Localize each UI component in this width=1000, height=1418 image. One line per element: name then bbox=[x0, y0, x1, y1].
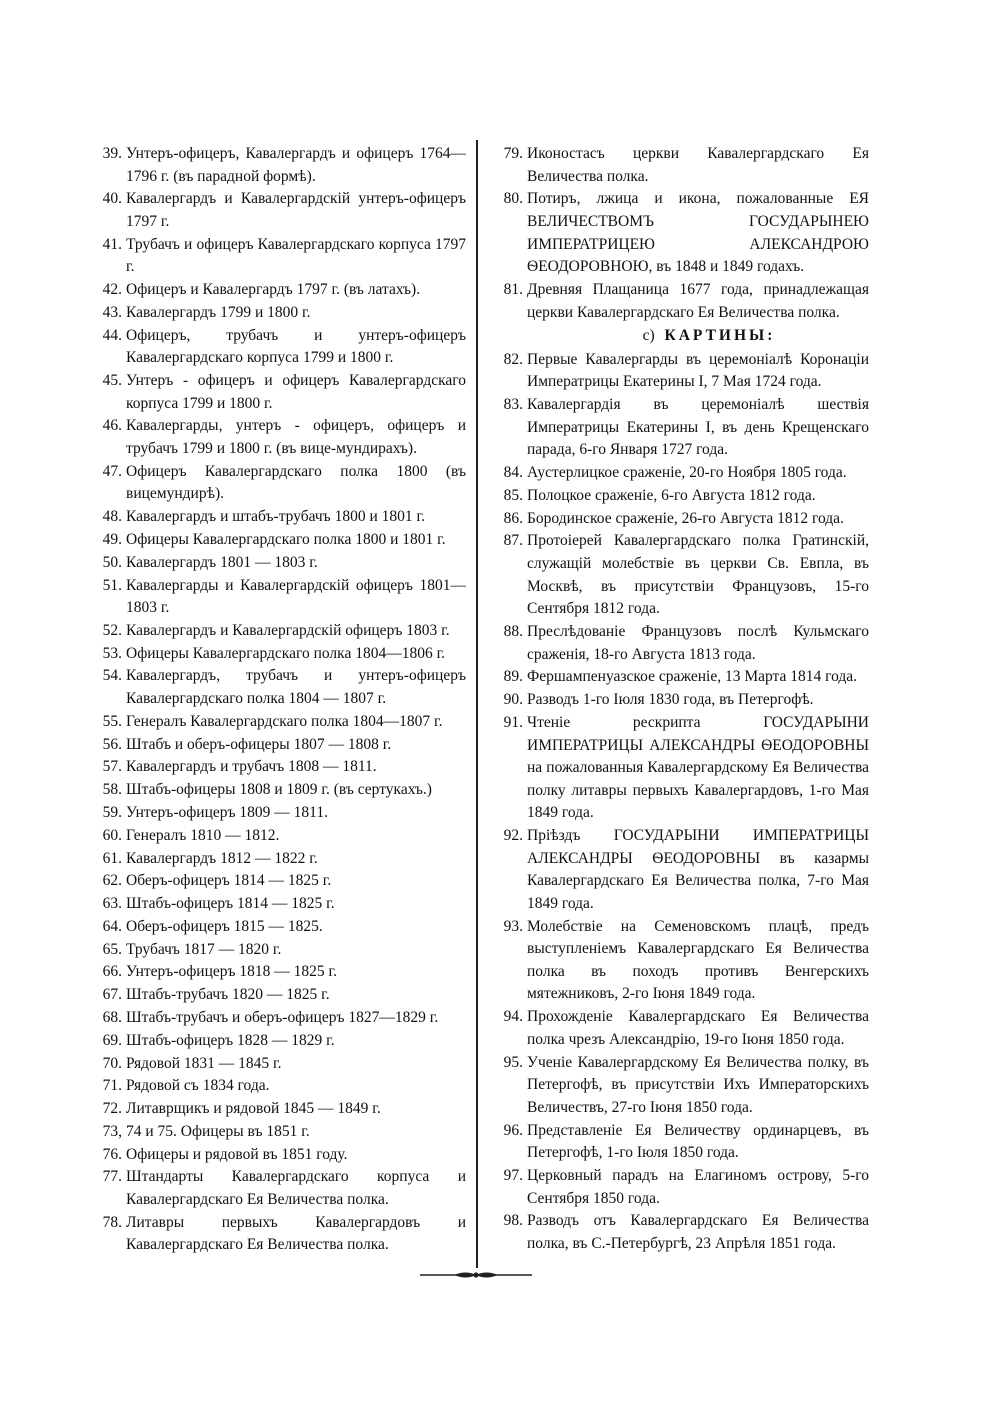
list-item bbox=[88, 1166, 466, 1211]
item-text: Трубачъ и офицеръ Кавалергардскаго корпуса 1797 г. bbox=[126, 235, 466, 276]
item-text: Преслѣдованіе Французовъ послѣ Кульмскаго сраженія, 18-го Августа 1813 года. bbox=[527, 622, 869, 663]
item-number: 90. bbox=[503, 691, 523, 709]
item-number: 71. bbox=[102, 1077, 122, 1095]
list-item bbox=[489, 462, 869, 485]
list-item bbox=[489, 825, 869, 915]
item-number: 79. bbox=[503, 145, 523, 162]
list-item bbox=[88, 325, 466, 370]
item-number: 47. bbox=[102, 462, 122, 480]
item-number: 83. bbox=[503, 396, 523, 414]
item-text: Унтеръ-офицеръ 1809 — 1811. bbox=[126, 803, 328, 821]
item-number: 45. bbox=[102, 372, 122, 390]
list-item bbox=[88, 870, 466, 893]
item-text: Унтеръ-офицеръ 1818 — 1825 г. bbox=[126, 963, 337, 981]
item-text: Кавалергардъ и трубачъ 1808 — 1811. bbox=[126, 758, 377, 776]
item-number: 60. bbox=[102, 826, 122, 844]
item-number: 52. bbox=[102, 621, 122, 639]
item-number: 86. bbox=[503, 509, 523, 527]
list-item bbox=[489, 279, 869, 324]
item-number: 49. bbox=[102, 530, 122, 548]
list-item bbox=[88, 643, 466, 666]
item-number: 96. bbox=[503, 1121, 523, 1139]
list-item bbox=[88, 665, 466, 710]
item-text: Молебствіе на Семеновскомъ плацѣ, предъ выступленіемъ Кавалергардскаго Ея Величества полка въ походъ противъ Венгерскихъ мятежниковъ, 2-го Іюня 1849 года. bbox=[527, 917, 869, 1003]
list-item bbox=[88, 1075, 466, 1098]
item-text: Кавалергарды, унтеръ - офицеръ, офицеръ и трубачъ 1799 и 1800 г. (въ вице-мундирахъ). bbox=[126, 417, 466, 458]
list-item bbox=[88, 711, 466, 734]
list-item bbox=[88, 779, 466, 802]
item-text: Литаврщикъ и рядовой 1845 — 1849 г. bbox=[126, 1100, 381, 1118]
list-item bbox=[88, 279, 466, 302]
item-number: 70. bbox=[102, 1054, 122, 1072]
list-item bbox=[88, 143, 466, 188]
item-text: Протоіерей Кавалергардскаго полка Гратинскій, служащій молебствіе въ церкви Св. Евпла, въ Москвѣ, въ присутствіи Французовъ, 15-го Сентября 1812 года. bbox=[527, 532, 869, 618]
right-column-bottom-list bbox=[489, 349, 869, 1256]
item-text: 74 и 75. Офицеры въ 1851 г. bbox=[126, 1122, 310, 1140]
item-text: Оберъ-офицеръ 1815 — 1825. bbox=[126, 917, 323, 935]
item-number: 46. bbox=[102, 417, 122, 435]
item-text: Литавры первыхъ Кавалергардовъ и Кавалергардскаго Ея Величества полка. bbox=[126, 1213, 466, 1254]
item-text: Офицеръ Кавалергардскаго полка 1800 (въ вицемундирѣ). bbox=[126, 462, 466, 503]
list-item bbox=[88, 1144, 466, 1167]
list-item bbox=[88, 188, 466, 233]
item-number: 62. bbox=[102, 872, 122, 890]
item-text: Штабъ-офицеръ 1828 — 1829 г. bbox=[126, 1031, 335, 1049]
item-number: 80. bbox=[503, 190, 523, 208]
list-item bbox=[88, 415, 466, 460]
item-text: Штандарты Кавалергардскаго корпуса и Кавалергардскаго Ея Величества полка. bbox=[126, 1168, 466, 1209]
item-text: Унтеръ - офицеръ и офицеръ Кавалергардскаго корпуса 1799 и 1800 г. bbox=[126, 372, 466, 412]
left-column bbox=[88, 143, 466, 1257]
item-text: Аустерлицкое сраженіе, 20-го Ноября 1805 года. bbox=[527, 464, 847, 482]
item-number: 77. bbox=[102, 1168, 122, 1186]
item-number: 98. bbox=[503, 1212, 523, 1230]
list-item bbox=[489, 1006, 869, 1051]
ornament-divider-icon bbox=[420, 1268, 532, 1282]
item-text: Рядовой съ 1834 года. bbox=[126, 1077, 270, 1095]
list-item bbox=[88, 370, 466, 415]
item-text: Генералъ Кавалергардскаго полка 1804—1807 г. bbox=[126, 712, 443, 730]
list-item bbox=[88, 756, 466, 779]
list-item bbox=[489, 916, 869, 1006]
list-item bbox=[489, 689, 869, 712]
item-text: Потиръ, лжица и икона, пожалованные ЕЯ ВЕЛИЧЕСТВОМЪ ГОСУДАРЫНЕЮ ИМПЕРАТРИЦЕЮ АЛЕКСАНДРОЮ ѲЕОДОРОВНОЮ, въ 1848 и 1849 годахъ. bbox=[527, 190, 869, 276]
item-number: 56. bbox=[102, 735, 122, 753]
column-divider bbox=[476, 140, 478, 1268]
item-text: Церковный парадъ на Елагиномъ острову, 5-го Сентября 1850 года. bbox=[527, 1166, 869, 1207]
item-number: 48. bbox=[102, 508, 122, 526]
list-item bbox=[88, 461, 466, 506]
item-text: Кавалергардъ и Кавалергардскій унтеръ-офицеръ 1797 г. bbox=[126, 190, 466, 230]
list-item bbox=[88, 825, 466, 848]
list-item bbox=[489, 1120, 869, 1165]
item-number: 66. bbox=[102, 963, 122, 981]
item-number: 64. bbox=[102, 917, 122, 935]
item-number: 55. bbox=[102, 712, 122, 730]
item-text: Кавалергардъ и штабъ-трубачъ 1800 и 1801 г. bbox=[126, 508, 425, 526]
item-number: 58. bbox=[102, 781, 122, 799]
list-item bbox=[489, 485, 869, 508]
list-item bbox=[88, 575, 466, 620]
list-item bbox=[489, 1165, 869, 1210]
item-text: Разводъ отъ Кавалергардскаго Ея Величества полка, въ С.-Петербургѣ, 23 Апрѣля 1851 года. bbox=[527, 1212, 869, 1252]
item-number: 72. bbox=[102, 1100, 122, 1118]
list-item bbox=[88, 893, 466, 916]
item-number: 50. bbox=[102, 553, 122, 571]
item-text: Пріѣздъ ГОСУДАРЫНИ ИМПЕРАТРИЦЫ АЛЕКСАНДРЫ ѲЕОДОРОВНЫ въ казармы Кавалергардскаго Ея Величества полка, 7-го Мая 1849 года. bbox=[527, 827, 869, 912]
list-item bbox=[489, 508, 869, 531]
item-text: Рядовой 1831 — 1845 г. bbox=[126, 1054, 282, 1072]
item-number: 85. bbox=[503, 486, 523, 504]
list-item bbox=[88, 1098, 466, 1121]
list-item bbox=[88, 734, 466, 757]
item-number: 44. bbox=[102, 326, 122, 344]
list-item bbox=[88, 1121, 466, 1144]
list-item bbox=[88, 506, 466, 529]
list-item bbox=[489, 1052, 869, 1120]
list-item bbox=[88, 984, 466, 1007]
list-item bbox=[88, 848, 466, 871]
item-number: 59. bbox=[102, 803, 122, 821]
item-text: Бородинское сраженіе, 26-го Августа 1812 года. bbox=[527, 509, 844, 527]
item-text: Штабъ-офицеры 1808 и 1809 г. (въ сертукахъ.) bbox=[126, 781, 432, 799]
item-number: 87. bbox=[503, 532, 523, 550]
item-text: Древняя Плащаница 1677 года, принадлежащая церкви Кавалергардскаго Ея Величества полка. bbox=[527, 280, 869, 321]
item-number: 65. bbox=[102, 940, 122, 958]
list-item bbox=[88, 234, 466, 279]
list-item bbox=[489, 349, 869, 394]
item-text: Кавалергардъ 1801 — 1803 г. bbox=[126, 553, 318, 571]
item-number: 43. bbox=[102, 303, 122, 321]
item-text: Генералъ 1810 — 1812. bbox=[126, 826, 280, 844]
item-number: 51. bbox=[102, 576, 122, 594]
item-number: 93. bbox=[503, 917, 523, 935]
list-item bbox=[489, 621, 869, 666]
right-column bbox=[489, 143, 869, 1256]
item-number: 81. bbox=[503, 280, 523, 298]
item-number: 63. bbox=[102, 895, 122, 913]
list-item bbox=[88, 916, 466, 939]
list-item bbox=[88, 620, 466, 643]
list-item bbox=[88, 939, 466, 962]
item-number: 89. bbox=[503, 668, 523, 686]
list-item bbox=[88, 1030, 466, 1053]
item-number: 68. bbox=[102, 1009, 122, 1026]
item-number: 84. bbox=[503, 464, 523, 482]
item-text: Полоцкое сраженіе, 6-го Августа 1812 года. bbox=[527, 486, 816, 504]
item-text: Кавалергардъ 1812 — 1822 г. bbox=[126, 849, 318, 867]
item-text: Кавалергардъ 1799 и 1800 г. bbox=[126, 303, 311, 321]
list-item bbox=[489, 188, 869, 278]
item-text: Кавалергардъ, трубачъ и унтеръ-офицеръ Кавалергардскаго полка 1804 — 1807 г. bbox=[126, 667, 466, 708]
item-text: Офицеры Кавалергардскаго полка 1800 и 1801 г. bbox=[126, 530, 446, 548]
list-item bbox=[88, 1053, 466, 1076]
right-column-top-list bbox=[489, 143, 869, 324]
item-text: Штабъ-офицеръ 1814 — 1825 г. bbox=[126, 895, 335, 913]
item-number: 69. bbox=[102, 1031, 122, 1049]
item-text: Офицеръ и Кавалергардъ 1797 г. (въ латахъ). bbox=[126, 281, 421, 299]
item-number: 88. bbox=[503, 622, 523, 640]
item-number: 67. bbox=[102, 986, 122, 1004]
list-item bbox=[489, 1210, 869, 1255]
item-text: Кавалергардъ и Кавалергардскій офицеръ 1803 г. bbox=[126, 621, 450, 639]
list-item bbox=[88, 529, 466, 552]
item-number: 82. bbox=[503, 350, 523, 368]
item-number: 54. bbox=[102, 667, 122, 685]
item-number: 73, bbox=[102, 1122, 122, 1140]
item-number: 39. bbox=[102, 145, 122, 162]
item-text: Штабъ-трубачъ 1820 — 1825 г. bbox=[126, 986, 330, 1004]
item-text: Представленіе Ея Величеству ординарцевъ, въ Петергофѣ, 1-го Іюля 1850 года. bbox=[527, 1121, 869, 1162]
item-number: 57. bbox=[102, 758, 122, 776]
section-title: КАРТИНЫ: bbox=[664, 327, 776, 345]
item-text: Штабъ-трубачъ и оберъ-офицеръ 1827—1829 г. bbox=[126, 1009, 439, 1026]
item-text: Унтеръ-офицеръ, Кавалергардъ и офицеръ 1764—1796 г. (въ парадной формѣ). bbox=[126, 145, 466, 185]
item-text: Кавалергардія въ церемоніалѣ шествія Императрицы Екатерины I, въ день Крещенскаго парада, 6-го Января 1727 года. bbox=[527, 396, 869, 459]
item-text: Трубачъ 1817 — 1820 г. bbox=[126, 940, 282, 958]
list-item bbox=[489, 394, 869, 462]
item-number: 41. bbox=[102, 235, 122, 253]
item-text: Ученіе Кавалергардскому Ея Величества полку, въ Петергофѣ, въ присутствіи Ихъ Императорскихъ Величествъ, 27-го Іюня 1850 года. bbox=[527, 1053, 869, 1116]
list-item bbox=[88, 1212, 466, 1257]
list-item bbox=[88, 961, 466, 984]
item-text: Офицеры и рядовой въ 1851 году. bbox=[126, 1145, 348, 1163]
item-number: 97. bbox=[503, 1166, 523, 1184]
list-item bbox=[489, 143, 869, 188]
item-number: 91. bbox=[503, 713, 523, 731]
item-text: Фершампенуазское сраженіе, 13 Марта 1814 года. bbox=[527, 668, 858, 686]
list-item bbox=[88, 1007, 466, 1030]
item-text: Оберъ-офицеръ 1814 — 1825 г. bbox=[126, 872, 332, 890]
item-text: Офицеры Кавалергардскаго полка 1804—1806 г. bbox=[126, 644, 446, 662]
item-text: Первые Кавалергарды въ церемоніалѣ Коронаціи Императрицы Екатерины I, 7 Мая 1724 года. bbox=[527, 350, 869, 391]
section-label: c) bbox=[642, 327, 655, 345]
item-number: 42. bbox=[102, 281, 122, 299]
list-item bbox=[88, 552, 466, 575]
list-item bbox=[489, 666, 869, 689]
list-item bbox=[88, 302, 466, 325]
item-text: Иконостасъ церкви Кавалергардскаго Ея Величества полка. bbox=[527, 145, 869, 185]
item-text: Прохожденіе Кавалергардскаго Ея Величества полка чрезъ Александрію, 19-го Іюня 1850 года. bbox=[527, 1008, 869, 1048]
item-text: Чтеніе рескрипта ГОСУДАРЫНИ ИМПЕРАТРИЦЫ АЛЕКСАНДРЫ ѲЕОДОРОВНЫ на пожалованныя Кавалергардскому Ея Величества полку литавры первыхъ Кавалергардовъ, 1-го Мая 1849 года. bbox=[527, 713, 869, 822]
item-text: Кавалергарды и Кавалергардскій офицеръ 1801—1803 г. bbox=[126, 576, 466, 617]
list-item bbox=[489, 712, 869, 825]
list-item bbox=[88, 802, 466, 825]
section-heading bbox=[549, 325, 869, 348]
item-text: Штабъ и оберъ-офицеры 1807 — 1808 г. bbox=[126, 735, 392, 753]
item-number: 40. bbox=[102, 190, 122, 208]
item-number: 94. bbox=[503, 1008, 523, 1026]
item-number: 92. bbox=[503, 827, 523, 845]
item-text: Офицеръ, трубачъ и унтеръ-офицеръ Кавалергардскаго корпуса 1799 и 1800 г. bbox=[126, 326, 466, 367]
item-number: 76. bbox=[102, 1145, 122, 1163]
item-text: Разводъ 1-го Іюля 1830 года, въ Петергофѣ. bbox=[527, 691, 814, 709]
item-number: 95. bbox=[503, 1053, 523, 1071]
item-number: 61. bbox=[102, 849, 122, 867]
item-number: 53. bbox=[102, 644, 122, 662]
item-number: 78. bbox=[102, 1213, 122, 1231]
list-item bbox=[489, 530, 869, 620]
